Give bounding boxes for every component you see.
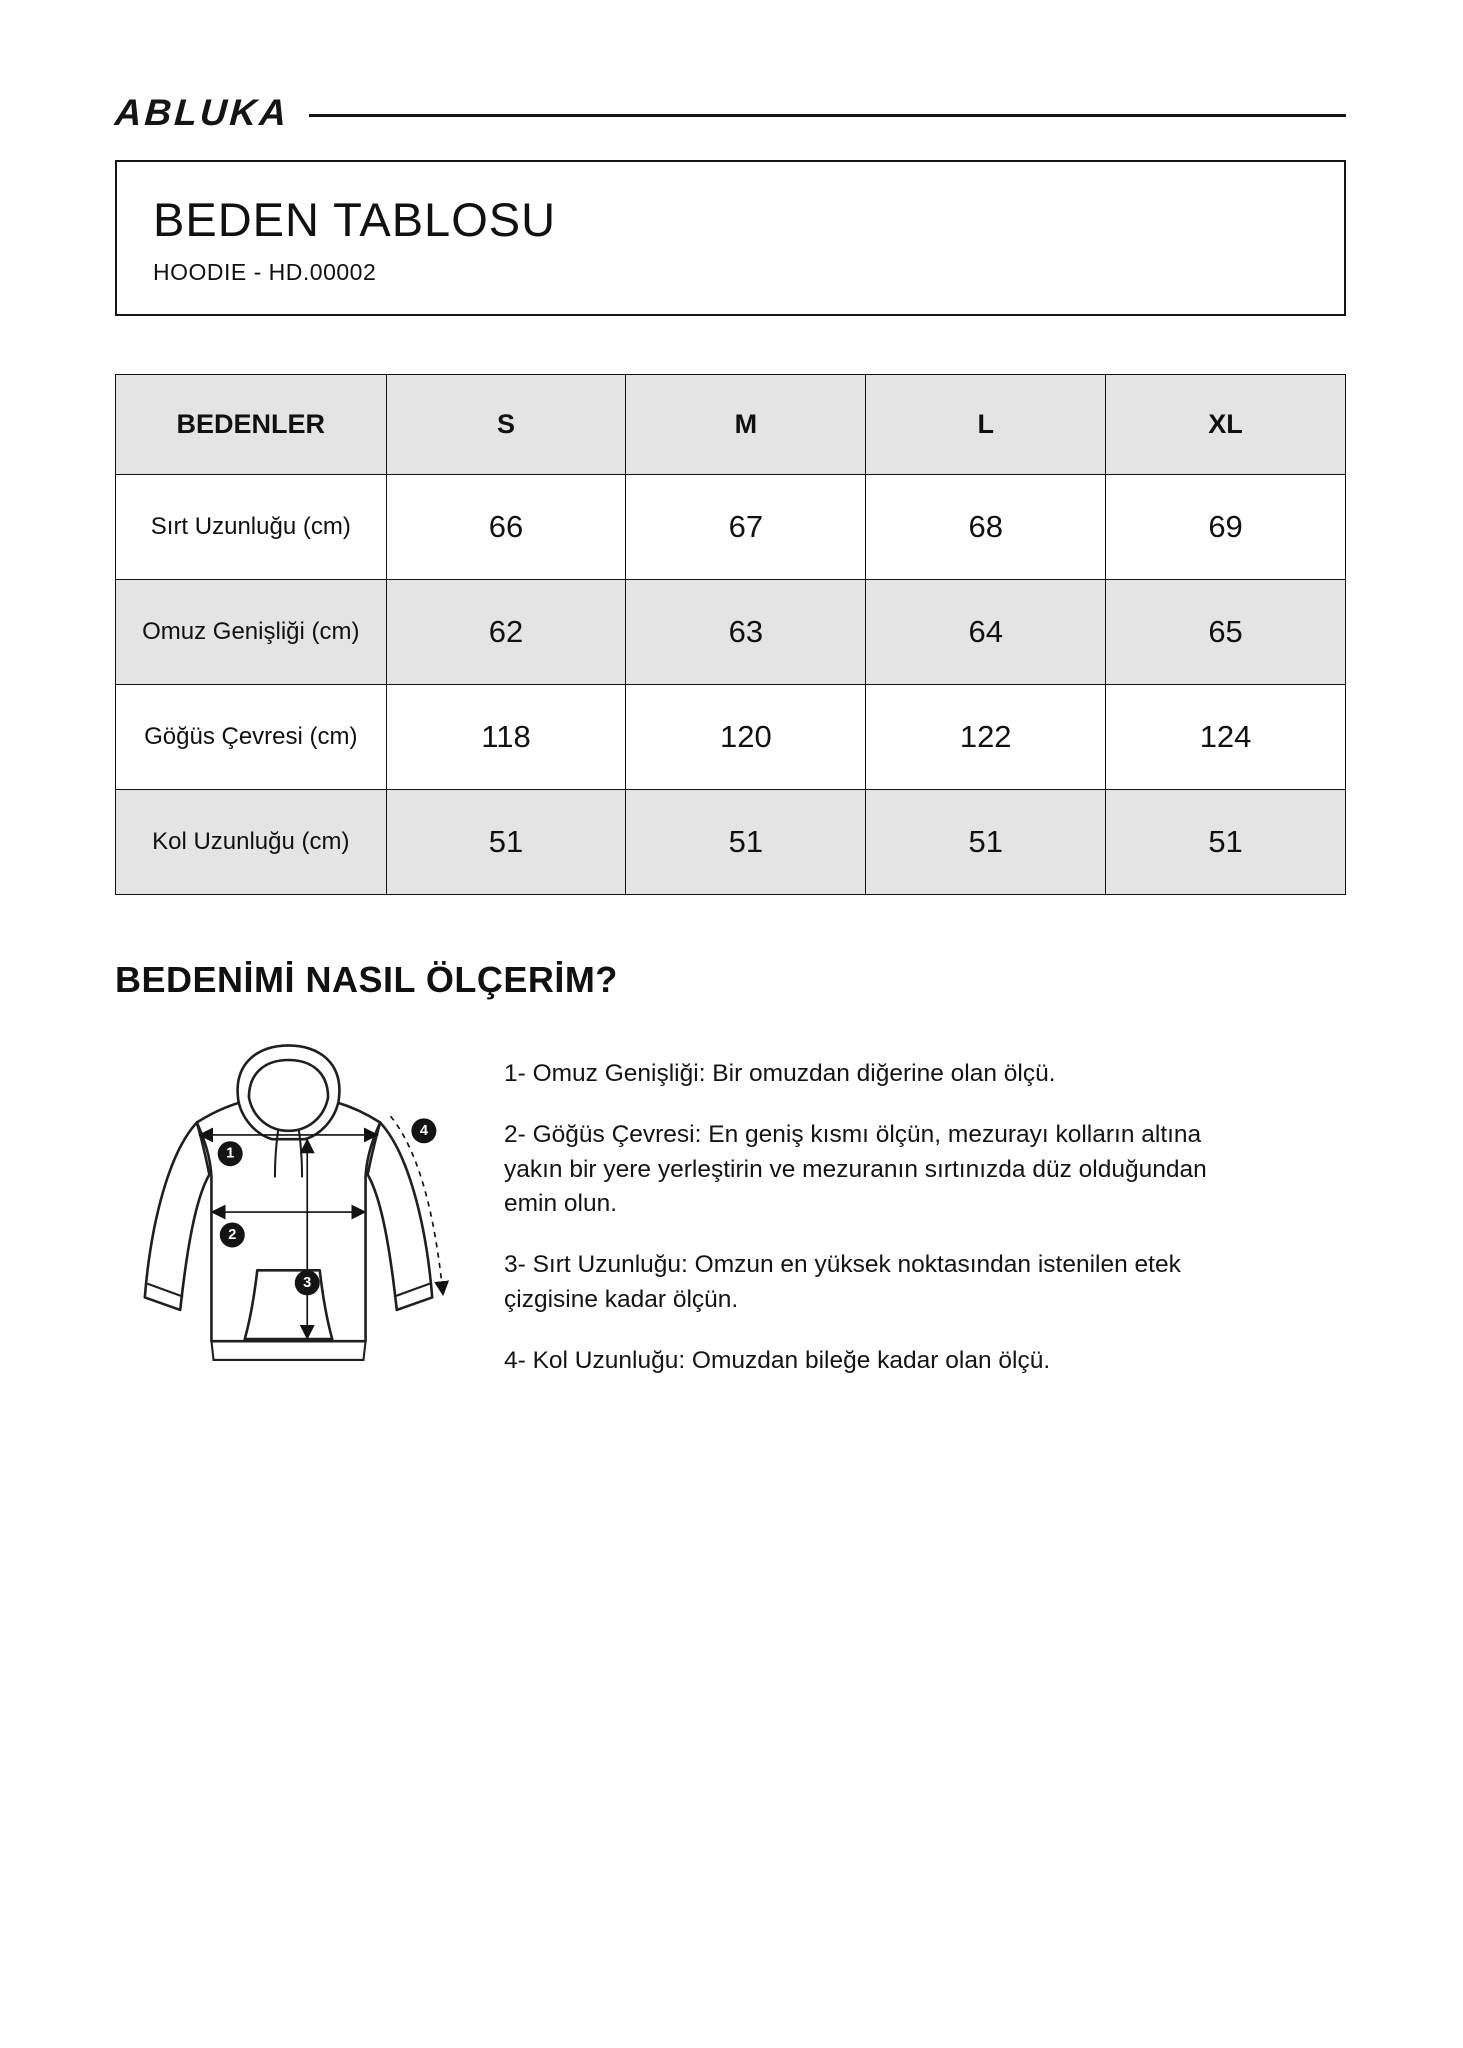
table-row-shoulder-width [116, 580, 1346, 685]
hoodie-left-sleeve [145, 1122, 210, 1309]
instruction-sleeve: 4- Kol Uzunluğu: Omuzdan bileğe kadar olan ölçü. [504, 1346, 1051, 1374]
marker-4-badge [411, 1118, 436, 1143]
size-value: 64 [866, 580, 1106, 685]
instruction-chest: 2- Göğüs Çevresi: En geniş kısmı ölçün, mezurayı kolların altına yakın bir yere yerleştirin ve mezuranın sırtınızda düz olduğundan emin olun. [504, 1120, 1207, 1218]
size-value: 51 [866, 790, 1106, 895]
instruction-back-length: 3- Sırt Uzunluğu: Omzun en yüksek noktasından istenilen etek çizgisine kadar ölçün. [504, 1251, 1181, 1313]
row-label: Sırt Uzunluğu (cm) [116, 475, 387, 580]
svg-text:2: 2 [228, 1226, 237, 1243]
size-value: 118 [386, 685, 626, 790]
hoodie-illustration [101, 1035, 476, 1404]
row-label: Omuz Genişliği (cm) [116, 580, 387, 685]
hoodie-right-sleeve [368, 1122, 433, 1309]
size-value: 65 [1106, 580, 1346, 685]
marker-3-badge [295, 1270, 320, 1295]
row-label: Kol Uzunluğu (cm) [116, 790, 387, 895]
size-value: 63 [626, 580, 866, 685]
table-row-sleeve-length [116, 790, 1346, 895]
header-cell-s: S [386, 375, 626, 475]
size-value: 68 [866, 475, 1106, 580]
size-table [115, 374, 1346, 895]
size-value: 66 [386, 475, 626, 580]
header-cell-bedenler: BEDENLER [116, 375, 387, 475]
size-value: 51 [1106, 790, 1346, 895]
hoodie-hem [211, 1341, 365, 1360]
hoodie-diagram-svg [101, 1035, 476, 1387]
table-row-back-length [116, 475, 1346, 580]
measure-instructions [504, 1057, 1224, 1404]
size-value: 69 [1106, 475, 1346, 580]
size-value: 122 [866, 685, 1106, 790]
instruction-shoulder: 1- Omuz Genişliği: Bir omuzdan diğerine olan ölçü. [504, 1060, 1056, 1087]
size-value: 62 [386, 580, 626, 685]
header-cell-xl: XL [1106, 375, 1346, 475]
size-table-header-row [116, 375, 1346, 475]
marker-1-badge [218, 1141, 243, 1166]
title-box [115, 160, 1346, 316]
measure-section-heading: BEDENİMİ NASIL ÖLÇERİM? [115, 959, 618, 1000]
brand-header [115, 0, 1346, 134]
header-cell-m: M [626, 375, 866, 475]
size-value: 120 [626, 685, 866, 790]
size-value: 51 [386, 790, 626, 895]
brand-logo: ABLUKA [113, 92, 291, 133]
table-row-chest [116, 685, 1346, 790]
header-cell-l: L [866, 375, 1106, 475]
product-subtitle: HOODIE - HD.00002 [153, 259, 377, 285]
size-value: 51 [626, 790, 866, 895]
hoodie-hood-opening [249, 1060, 328, 1131]
page-title: BEDEN TABLOSU [153, 193, 557, 246]
svg-text:1: 1 [226, 1145, 235, 1162]
size-value: 124 [1106, 685, 1346, 790]
svg-text:3: 3 [303, 1274, 312, 1291]
svg-text:4: 4 [419, 1122, 428, 1139]
measure-section [115, 1035, 1346, 1404]
row-label: Göğüs Çevresi (cm) [116, 685, 387, 790]
header-rule [309, 114, 1346, 117]
marker-2-badge [220, 1222, 245, 1247]
size-value: 67 [626, 475, 866, 580]
